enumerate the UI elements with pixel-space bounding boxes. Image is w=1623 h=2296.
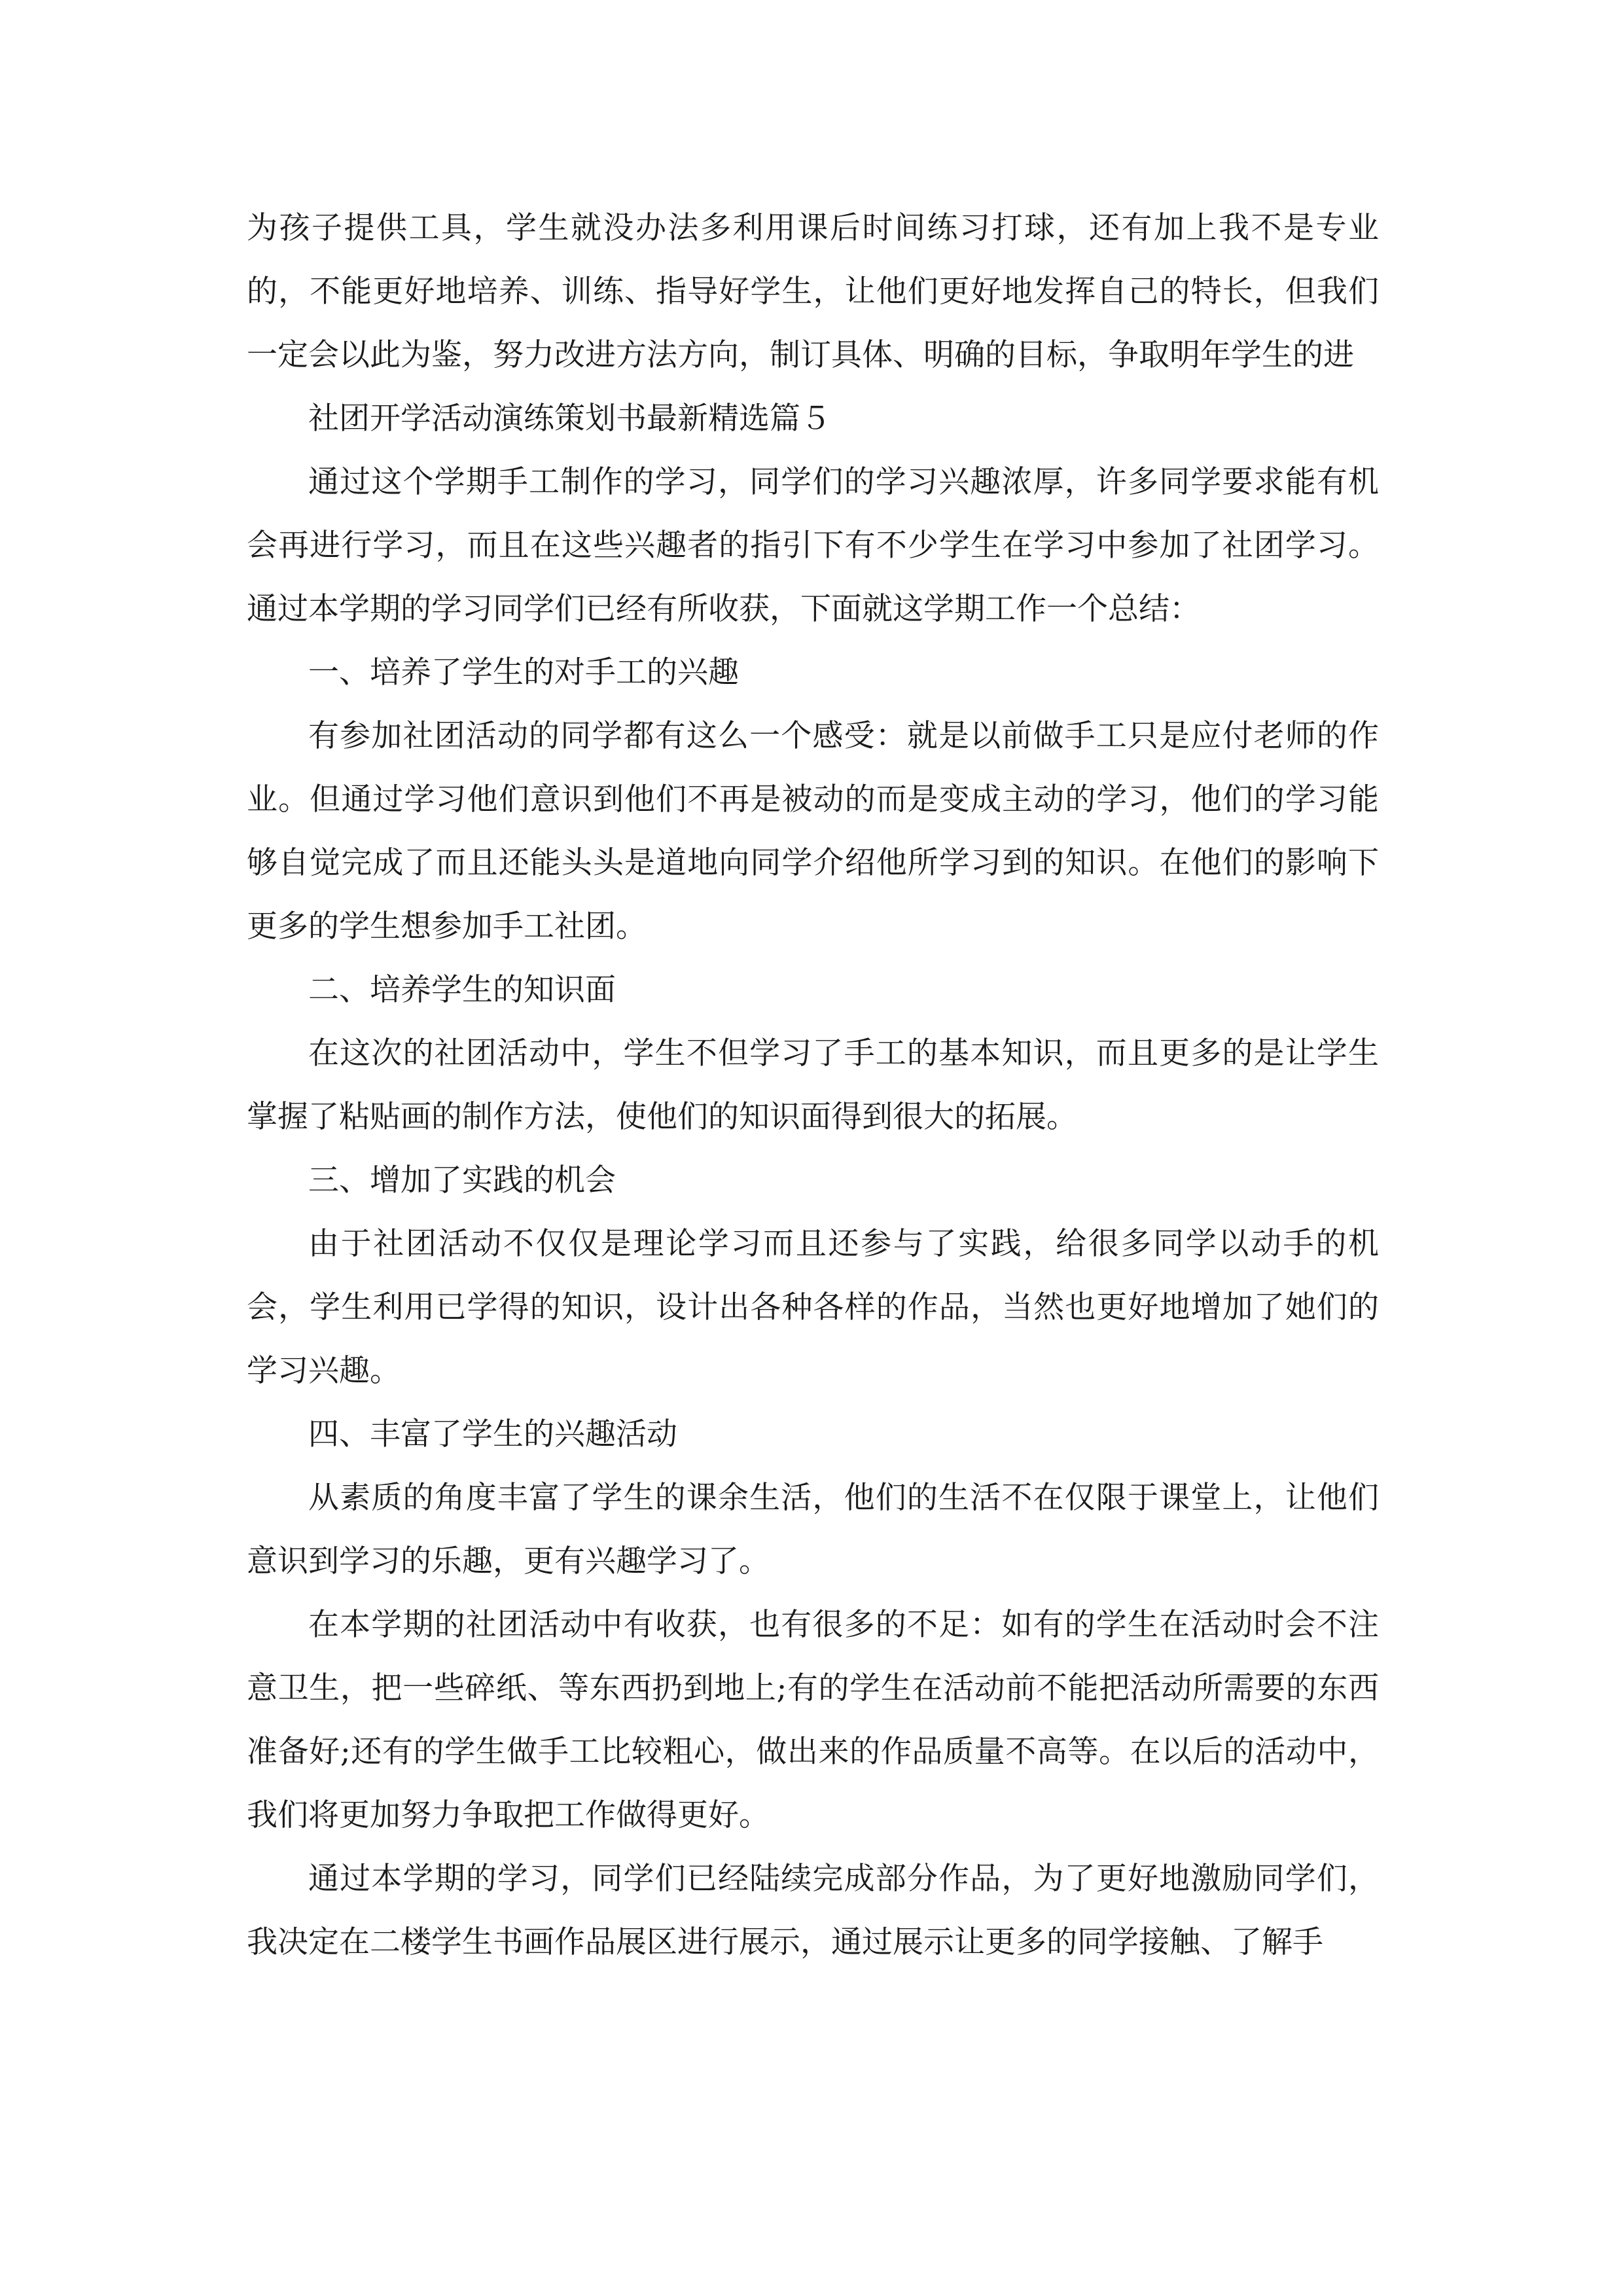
paragraph-4: 从素质的角度丰富了学生的课余生活，他们的生活不在仅限于课堂上，让他们意识到学习的乐趣，更有兴趣学习了。 bbox=[247, 1480, 1379, 1579]
section-heading-part-5: 社团开学活动演练策划书最新精选篇５ bbox=[308, 401, 831, 437]
paragraph-1: 有参加社团活动的同学都有这么一个感受：就是以前做手工只是应付老师的作业。但通过学习他们意识到他们不再是被动的而是变成主动的学习，他们的学习能够自觉完成了而且还能头头是道地向同学介绍他所学习到的知识。在他们的影响下更多的学生想参加手工社团。 bbox=[247, 718, 1379, 944]
paragraph-2: 在这次的社团活动中，学生不但学习了手工的基本知识，而且更多的是让学生掌握了粘贴画的制作方法，使他们的知识面得到很大的拓展。 bbox=[247, 1035, 1379, 1135]
subheading-3: 三、增加了实践的机会 bbox=[308, 1162, 616, 1198]
paragraph-exhibition: 通过本学期的学习，同学们已经陆续完成部分作品，为了更好地激励同学们，我决定在二楼学生书画作品展区进行展示，通过展示让更多的同学接触、了解手 bbox=[247, 1861, 1379, 1960]
paragraph-shortcomings: 在本学期的社团活动中有收获，也有很多的不足：如有的学生在活动时会不注意卫生，把一些碎纸、等东西扔到地上;有的学生在活动前不能把活动所需要的东西准备好;还有的学生做手工比较粗心，做出来的作品质量不高等。在以后的活动中，我们将更加努力争取把工作做得更好。 bbox=[247, 1607, 1379, 1833]
paragraph-intro: 通过这个学期手工制作的学习，同学们的学习兴趣浓厚，许多同学要求能有机会再进行学习，而且在这些兴趣者的指引下有不少学生在学习中参加了社团学习。通过本学期的学习同学们已经有所收获，下面就这学期工作一个总结： bbox=[247, 464, 1379, 627]
subheading-4: 四、丰富了学生的兴趣活动 bbox=[308, 1416, 677, 1452]
subheading-1: 一、培养了学生的对手工的兴趣 bbox=[308, 655, 739, 691]
subheading-2: 二、培养学生的知识面 bbox=[308, 972, 616, 1008]
paragraph-continuation: 为孩子提供工具，学生就没办法多利用课后时间练习打球，还有加上我不是专业的，不能更好地培养、训练、指导好学生，让他们更好地发挥自己的特长，但我们一定会以此为鉴，努力改进方法方向，制订具体、明确的目标，争取明年学生的进 bbox=[247, 210, 1379, 373]
paragraph-3: 由于社团活动不仅仅是理论学习而且还参与了实践，给很多同学以动手的机会，学生利用已学得的知识，设计出各种各样的作品，当然也更好地增加了她们的学习兴趣。 bbox=[247, 1226, 1379, 1389]
document-body bbox=[247, 196, 1379, 1974]
